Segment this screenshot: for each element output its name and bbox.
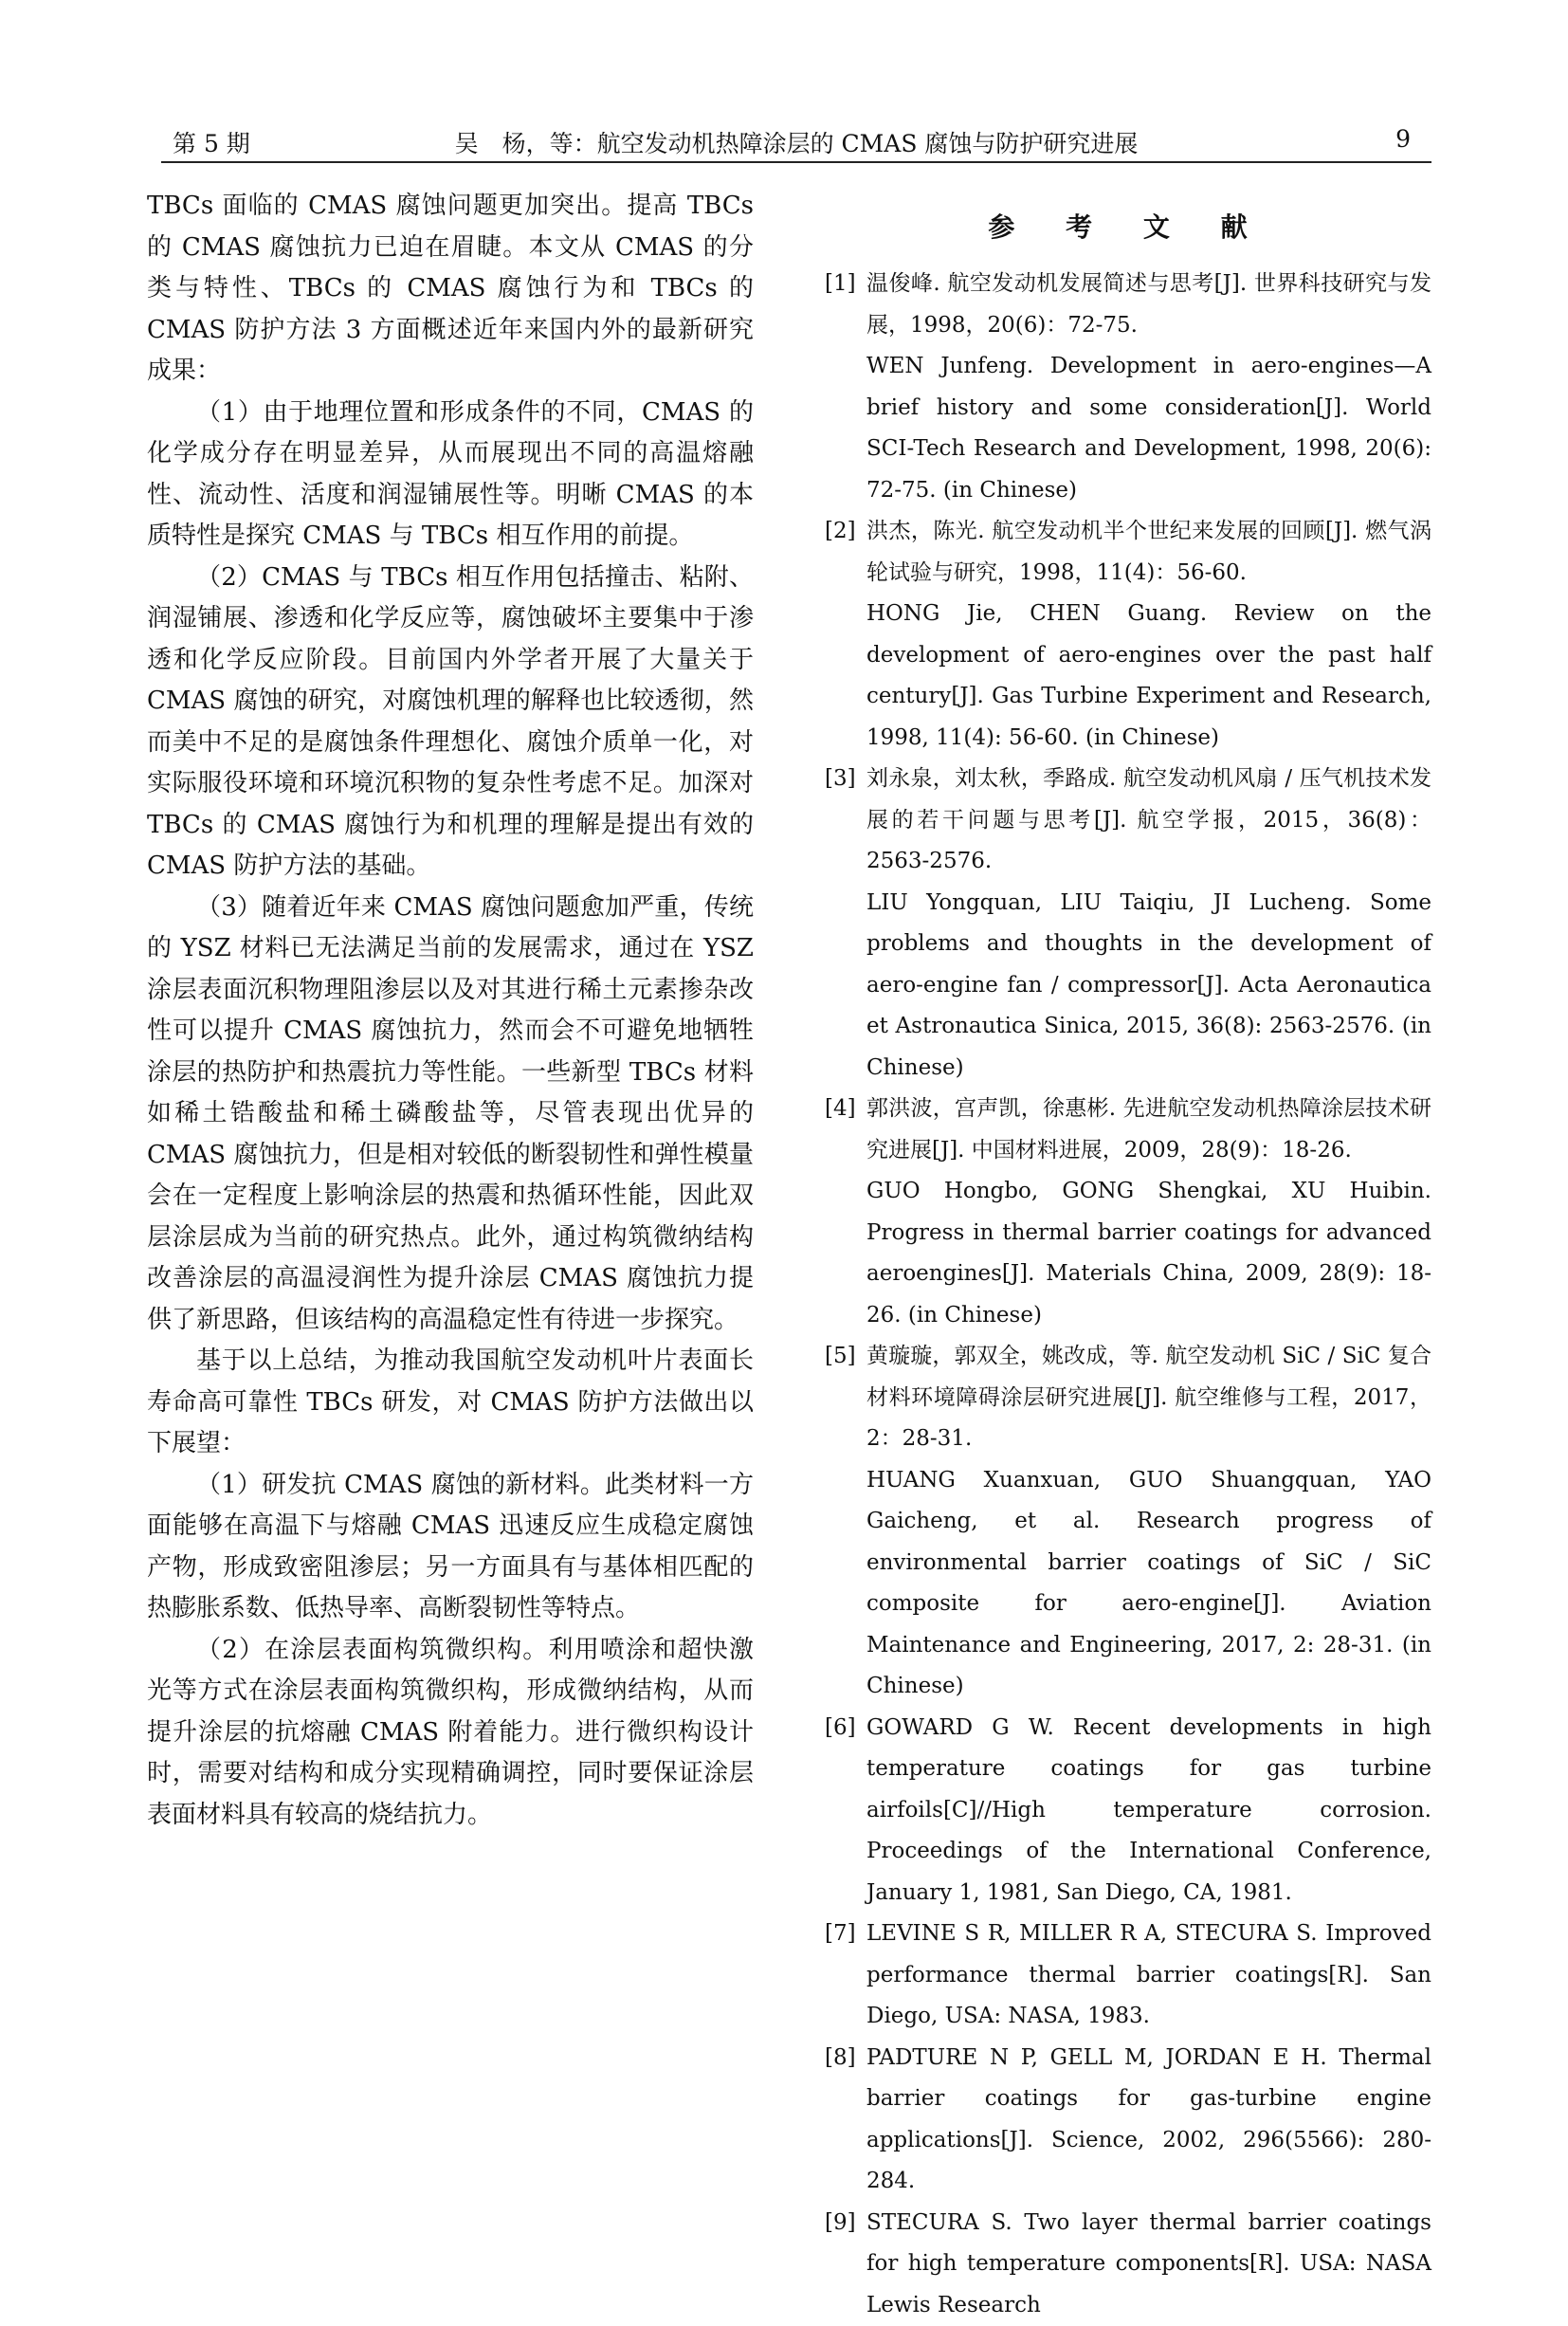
reference-text: PADTURE N P, GELL M, JORDAN E H. Thermal barrier coatings for gas-turbine engine applications[J]. Science, 2002, 296(5566): 280-284. <box>866 2038 1431 2203</box>
page-number: 9 <box>1395 125 1411 153</box>
reference-text: GOWARD G W. Recent developments in high temperature coatings for gas turbine airfoils[C]//High temperature corrosion. Proceedings of the International Conference, January 1, 1981, San Diego, CA, 1981. <box>866 1708 1431 1914</box>
reference-number: [4] <box>825 1089 856 1130</box>
reference-number: [2] <box>825 511 856 553</box>
reference-item <box>825 2038 1431 2203</box>
reference-number: [7] <box>825 1914 856 1955</box>
reference-number: [6] <box>825 1708 856 1749</box>
reference-item <box>825 2203 1431 2326</box>
reference-item <box>825 1336 1431 1708</box>
issue-label: 第 5 期 <box>173 125 250 159</box>
reference-text: 郭洪波，宫声凯，徐惠彬. 先进航空发动机热障涂层技术研究进展[J]. 中国材料进展，2009，28(9)：18-26. GUO Hongbo, GONG Shengkai, XU Huibin. Progress in thermal barrier coatings for advanced aeroengines[J]. Materials China, 2009, 28(9): 18-26. (in Chinese) <box>866 1089 1431 1336</box>
paragraph: 基于以上总结，为推动我国航空发动机叶片表面长寿命高可靠性 TBCs 研发，对 CMAS 防护方法做出以下展望： <box>147 1341 754 1465</box>
reference-number: [5] <box>825 1336 856 1378</box>
paragraph: （3）随着近年来 CMAS 腐蚀问题愈加严重，传统的 YSZ 材料已无法满足当前的发展需求，通过在 YSZ 涂层表面沉积物理阻渗层以及对其进行稀土元素掺杂改性可以提升 CMAS 腐蚀抗力，然而会不可避免地牺牲涂层的热防护和热震抗力等性能。一些新型 TBCs 材料如稀土锆酸盐和稀土磷酸盐等，尽管表现出优异的 CMAS 腐蚀抗力，但是相对较低的断裂韧性和弹性模量会在一定程度上影响涂层的热震和热循环性能，因此双层涂层成为当前的研究热点。此外，通过构筑微纳结构改善涂层的高温浸润性为提升涂层 CMAS 腐蚀抗力提供了新思路，但该结构的高温稳定性有待进一步探究。 <box>147 888 754 1342</box>
reference-text: STECURA S. Two layer thermal barrier coatings for high temperature components[R]. USA: NASA Lewis Research <box>866 2203 1431 2326</box>
reference-item <box>825 1708 1431 1914</box>
reference-item <box>825 1914 1431 2038</box>
reference-text: 黄璇璇，郭双全，姚改成，等. 航空发动机 SiC / SiC 复合材料环境障碍涂层研究进展[J]. 航空维修与工程，2017，2：28-31. HUANG Xuanxuan, GUO Shuangquan, YAO Gaicheng, et al. Research progress of environmental barrier coatings of SiC / SiC composite for aero-engine[J]. Aviation Maintenance and Engineering, 2017, 2: 28-31. (in Chinese) <box>866 1336 1431 1708</box>
running-header <box>161 121 1431 163</box>
reference-text: 刘永泉，刘太秋，季路成. 航空发动机风扇 / 压气机技术发展的若干问题与思考[J]. 航空学报，2015，36(8)：2563-2576. LIU Yongquan, LIU Taiqiu, JI Lucheng. Some problems and thoughts in the development of aero-engine fan / compressor[J]. Acta Aeronautica et Astronautica Sinica, 2015, 36(8): 2563-2576. (in Chinese) <box>866 759 1431 1089</box>
reference-number: [8] <box>825 2038 856 2079</box>
reference-item <box>825 759 1431 1089</box>
body-column-left <box>147 186 754 1836</box>
reference-number: [9] <box>825 2203 856 2244</box>
reference-text: 洪杰，陈光. 航空发动机半个世纪来发展的回顾[J]. 燃气涡轮试验与研究，1998，11(4)：56-60. HONG Jie, CHEN Guang. Review on the development of aero-engines over the past half century[J]. Gas Turbine Experiment and Research, 1998, 11(4): 56-60. (in Chinese) <box>866 511 1431 759</box>
paragraph: TBCs 面临的 CMAS 腐蚀问题更加突出。提高 TBCs 的 CMAS 腐蚀抗力已迫在眉睫。本文从 CMAS 的分类与特性、TBCs 的 CMAS 腐蚀行为和 TBCs 的 CMAS 防护方法 3 方面概述近年来国内外的最新研究成果： <box>147 186 754 393</box>
references-section <box>825 207 1431 2326</box>
reference-text: LEVINE S R, MILLER R A, STECURA S. Improved performance thermal barrier coatings[R]. San Diego, USA: NASA, 1983. <box>866 1914 1431 2038</box>
running-title: 吴 杨，等：航空发动机热障涂层的 CMAS 腐蚀与防护研究进展 <box>161 125 1431 159</box>
reference-item <box>825 1089 1431 1336</box>
references-heading: 参 考 文 献 <box>825 207 1431 243</box>
reference-text: 温俊峰. 航空发动机发展简述与思考[J]. 世界科技研究与发展，1998，20(6)：72-75. WEN Junfeng. Development in aero-engines—A brief history and some consideration[J]. World SCI-Tech Research and Development, 1998, 20(6): 72-75. (in Chinese) <box>866 264 1431 511</box>
paragraph: （2）CMAS 与 TBCs 相互作用包括撞击、粘附、润湿铺展、渗透和化学反应等，腐蚀破坏主要集中于渗透和化学反应阶段。目前国内外学者开展了大量关于 CMAS 腐蚀的研究，对腐蚀机理的解释也比较透彻，然而美中不足的是腐蚀条件理想化、腐蚀介质单一化，对实际服役环境和环境沉积物的复杂性考虑不足。加深对 TBCs 的 CMAS 腐蚀行为和机理的理解是提出有效的 CMAS 防护方法的基础。 <box>147 558 754 888</box>
reference-number: [3] <box>825 759 856 800</box>
paragraph: （1）研发抗 CMAS 腐蚀的新材料。此类材料一方面能够在高温下与熔融 CMAS 迅速反应生成稳定腐蚀产物，形成致密阻渗层；另一方面具有与基体相匹配的热膨胀系数、低热导率、高断裂韧性等特点。 <box>147 1465 754 1630</box>
paragraph: （1）由于地理位置和形成条件的不同，CMAS 的化学成分存在明显差异，从而展现出不同的高温熔融性、流动性、活度和润湿铺展性等。明晰 CMAS 的本质特性是探究 CMAS 与 TBCs 相互作用的前提。 <box>147 393 754 558</box>
reference-item <box>825 511 1431 759</box>
reference-item <box>825 264 1431 511</box>
paragraph: （2）在涂层表面构筑微织构。利用喷涂和超快激光等方式在涂层表面构筑微织构，形成微纳结构，从而提升涂层的抗熔融 CMAS 附着能力。进行微织构设计时，需要对结构和成分实现精确调控，同时要保证涂层表面材料具有较高的烧结抗力。 <box>147 1630 754 1837</box>
reference-number: [1] <box>825 264 856 305</box>
